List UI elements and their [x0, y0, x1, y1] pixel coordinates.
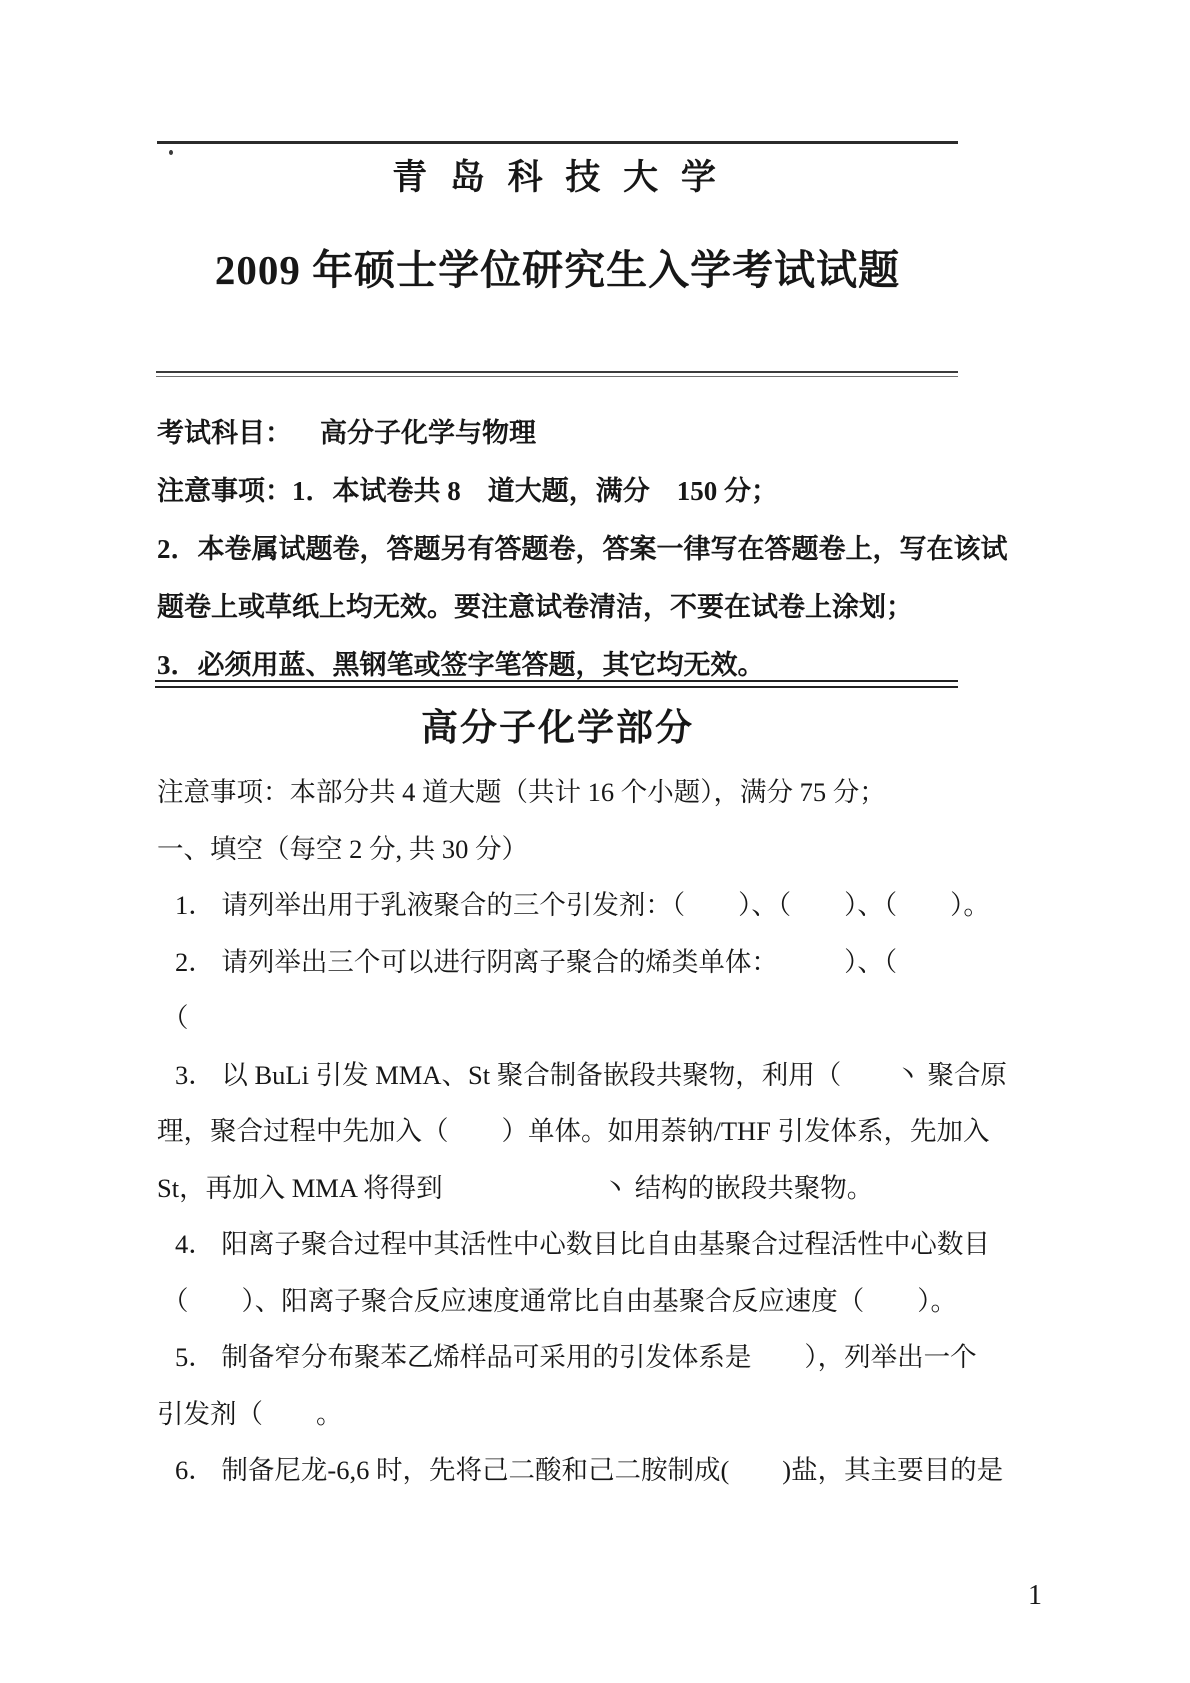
exam-subject-line: [157, 404, 997, 462]
notice-item: 题卷上或草纸上均无效。要注意试卷清洁，不要在试卷上涂划；: [157, 592, 913, 622]
section-divider-rule: [155, 680, 958, 688]
exam-subject-label: 考试科目：: [157, 418, 292, 448]
question-2-line: 2． 请列举出三个可以进行阴离子聚合的烯类单体： ）、（: [175, 946, 898, 977]
question-2-line: （: [162, 1003, 189, 1033]
university-title: 青 岛 科 技 大 学: [392, 158, 723, 197]
exam-subject-value: 高分子化学与物理: [320, 418, 536, 448]
page-number: 1: [1028, 1580, 1042, 1611]
top-rule: [157, 141, 958, 144]
section-notice: 注意事项：本部分共 4 道大题（共计 16 个小题），满分 75 分；: [157, 777, 886, 807]
question-1-line: 1． 请列举出用于乳液聚合的三个引发剂：（ ）、（ ）、（ ）。: [175, 890, 990, 920]
section-body: [157, 764, 1017, 1499]
question-3-line: 理，聚合过程中先加入（ ）单体。如用萘钠/THF 引发体系，先加入: [157, 1116, 990, 1146]
notice-item: 注意事项：1．本试卷共 8 道大题，满分 150 分；: [157, 476, 778, 506]
notice-item: 3．必须用蓝、黑钢笔或签字笔答题，其它均无效。: [157, 650, 765, 680]
question-3-line: St，再加入 MMA 将得到 丶 结构的嵌段共聚物。: [157, 1172, 874, 1203]
question-3-line: 3． 以 BuLi 引发 MMA、St 聚合制备嵌段共聚物，利用（ 丶 聚合原: [175, 1059, 1007, 1090]
notice-item: 2．本卷属试题卷，答题另有答题卷，答案一律写在答题卷上，写在该试: [157, 534, 1008, 564]
question-5-line: 引发剂（ 。: [157, 1398, 343, 1429]
part1-heading: 一、填空（每空 2 分, 共 30 分）: [157, 833, 528, 864]
section-title: 高分子化学部分: [421, 708, 694, 749]
question-4-line: 4． 阳离子聚合过程中其活性中心数目比自由基聚合过程活性中心数目: [175, 1229, 990, 1259]
header-divider-rule: [156, 371, 958, 377]
exam-notice-block: [157, 404, 1008, 694]
exam-title: 2009 年硕士学位研究生入学考试试题: [214, 247, 901, 293]
question-5-line: 5． 制备窄分布聚苯乙烯样品可采用的引发体系是 ），列举出一个: [175, 1342, 977, 1372]
question-4-line: （ ）、阳离子聚合反应速度通常比自由基聚合反应速度（ ）。: [162, 1285, 957, 1316]
question-6-line: 6． 制备尼龙-6,6 时，先将己二酸和己二胺制成( )盐，其主要目的是: [175, 1455, 1004, 1485]
